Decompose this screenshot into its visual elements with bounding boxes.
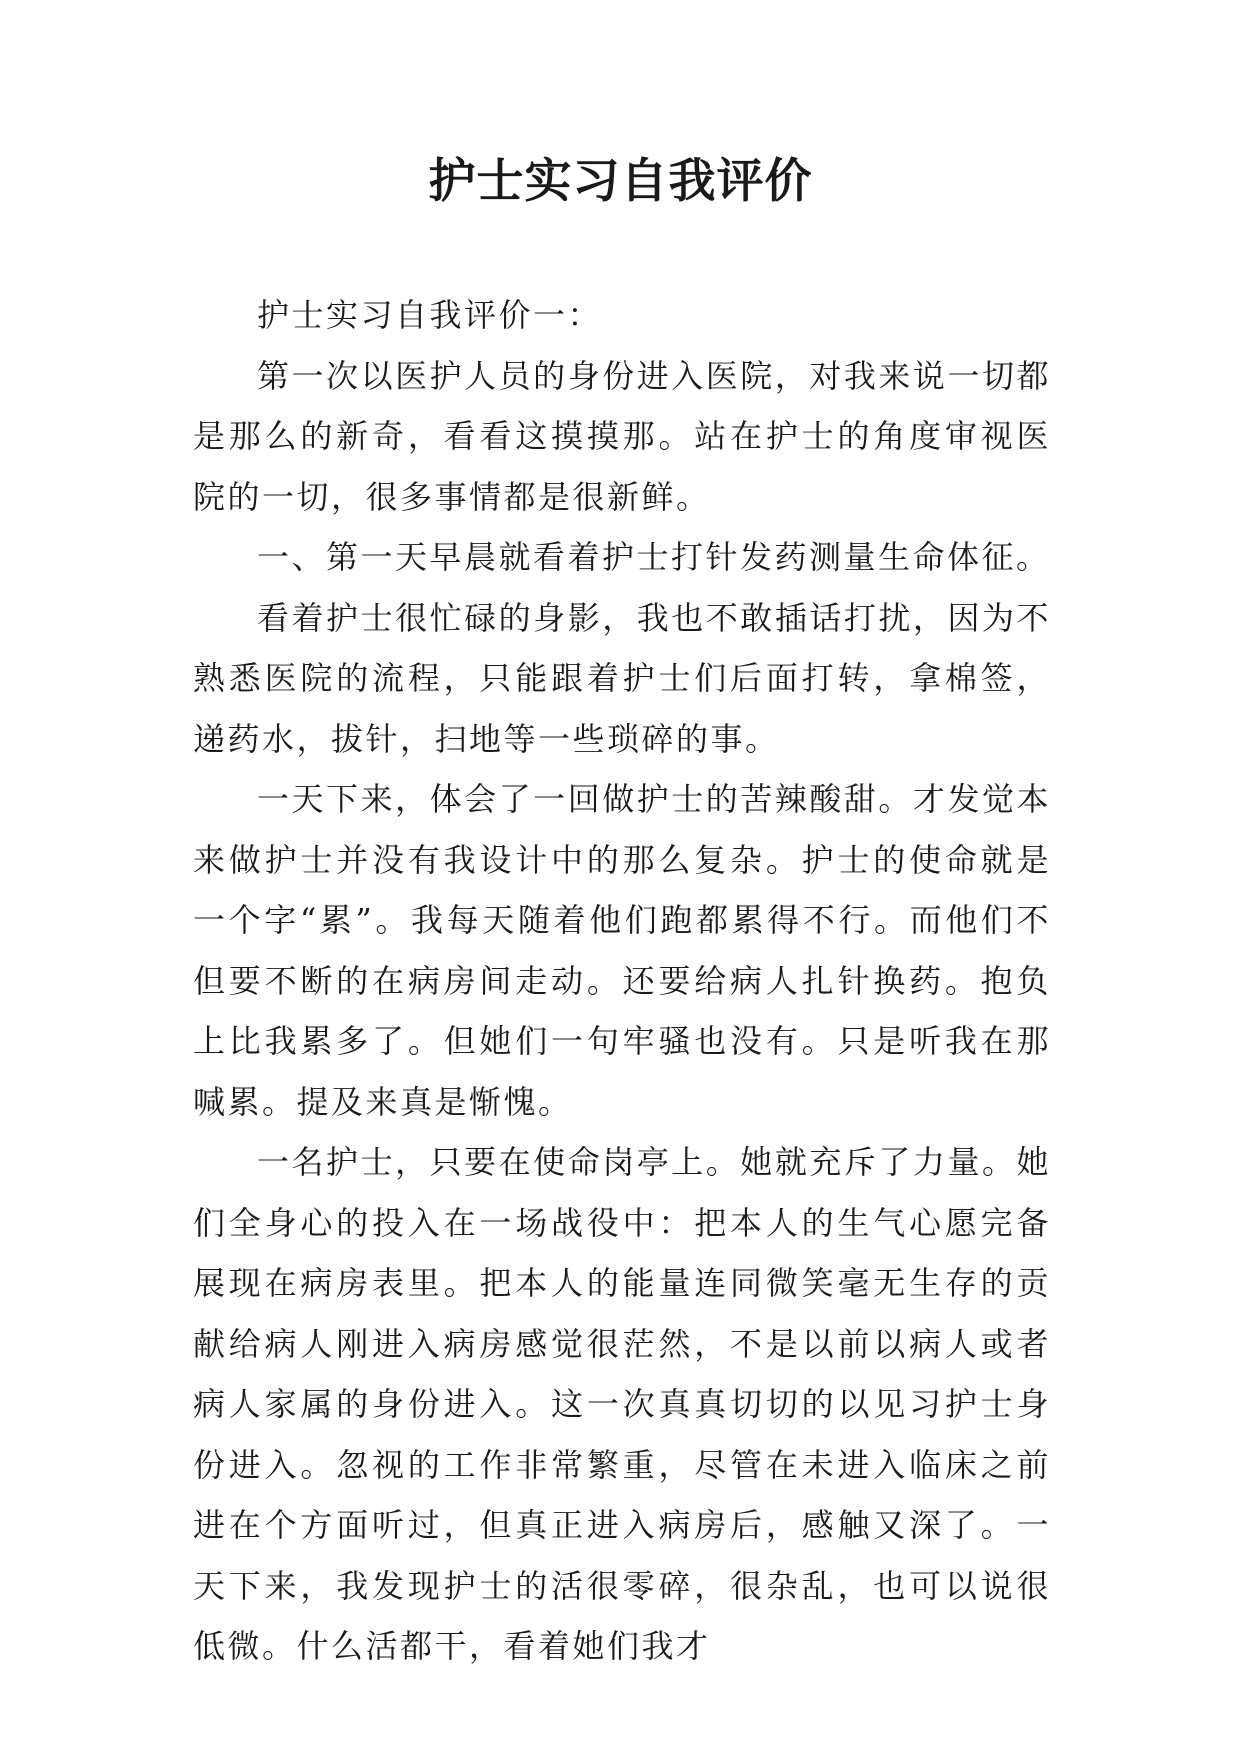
paragraph: 一名护士，只要在使命岗亭上。她就充斥了力量。她们全身心的投入在一场战役中：把本人的生气心愿完备展现在病房表里。把本人的能量连同微笑毫无生存的贡献给病人刚进入病房感觉很茫然，不是以前以病人或者病人家属的身份进入。这一次真真切切的以见习护士身份进入。忽视的工作非常繁重，尽管在未进入临床之前进在个方面听过，但真正进入病房后，感触又深了。一天下来，我发现护士的活很零碎，很杂乱，也可以说很低微。什么活都干，看着她们我才	[193, 1143, 1051, 1665]
paragraph: 一、第一天早晨就看着护士打针发药测量生命体征。	[257, 538, 1051, 576]
document-title: 护士实习自我评价	[428, 154, 813, 209]
paragraph-heading-1: 护士实习自我评价一：	[257, 296, 603, 334]
paragraph: 看着护士很忙碌的身影，我也不敢插话打扰，因为不熟悉医院的流程，只能跟着护士们后面打转，拿棉签，递药水，拔针，扫地等一些琐碎的事。	[193, 598, 1051, 758]
paragraph: 一天下来，体会了一回做护士的苦辣酸甜。才发觉本来做护士并没有我设计中的那么复杂。护士的使命就是一个字“累”。我每天随着他们跑都累得不行。而他们不但要不断的在病房间走动。还要给病人扎针换药。抱负上比我累多了。但她们一句牢骚也没有。只是听我在那喊累。提及来真是惭愧。	[193, 780, 1051, 1121]
paragraph: 第一次以医护人员的身份进入医院，对我来说一切都是那么的新奇，看看这摸摸那。站在护士的角度审视医院的一切，很多事情都是很新鲜。	[193, 356, 1051, 516]
document-body	[193, 285, 1051, 1677]
